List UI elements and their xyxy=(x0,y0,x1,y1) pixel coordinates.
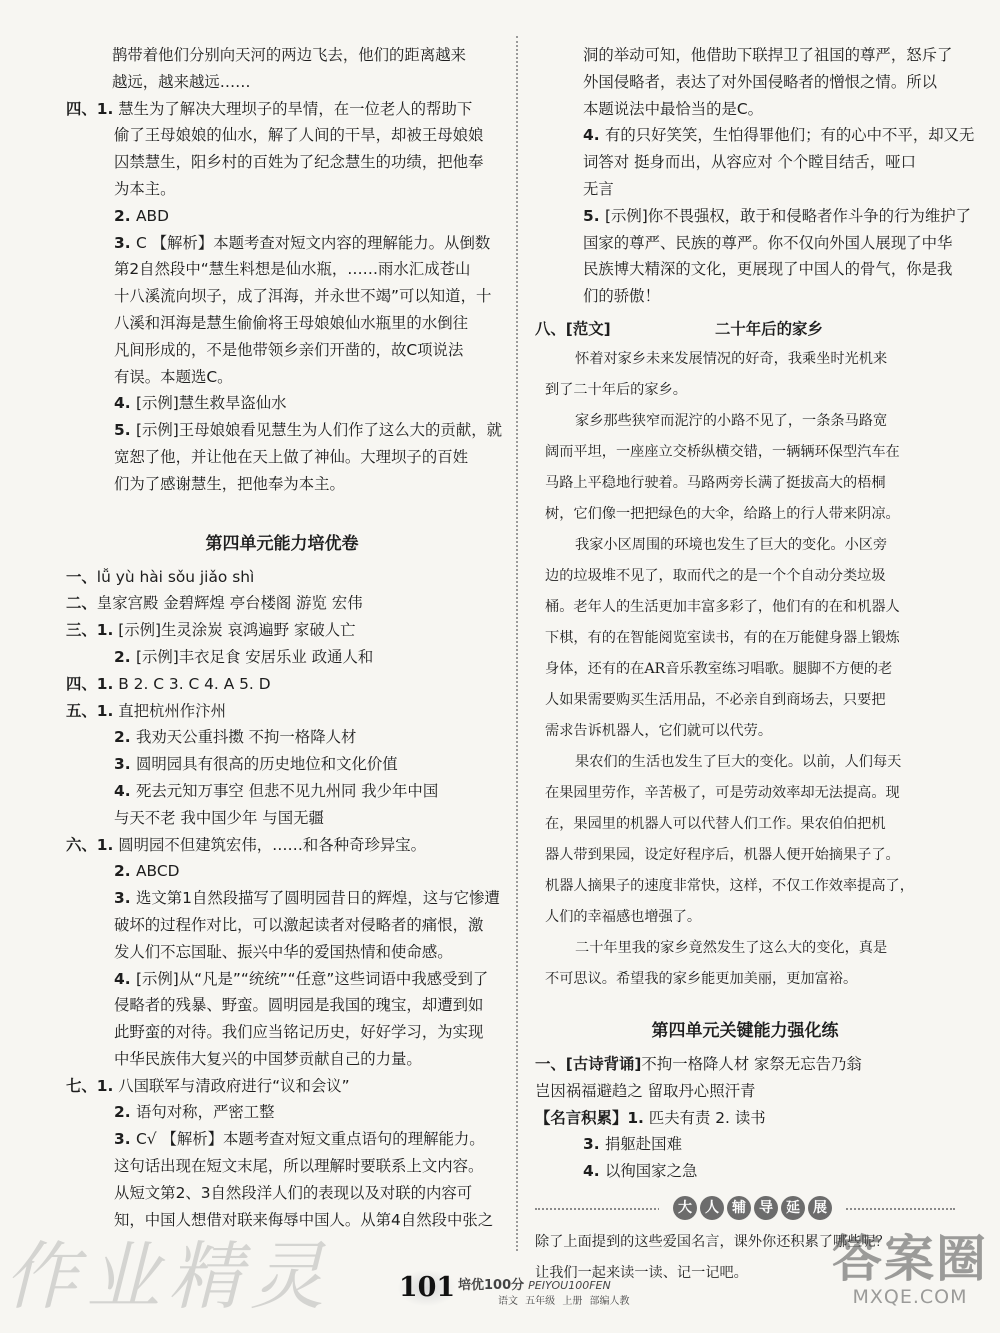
answer-text: 此野蛮的对待。我们应当铭记历史，好好学习，为实现 xyxy=(114,1023,484,1042)
question-number: 4. xyxy=(114,969,131,988)
essay-line: 人如果需要购买生活用品，不必亲自到商场去，只要把 xyxy=(545,691,886,708)
answer-line xyxy=(66,1073,498,1100)
question-number: 【名言积累】1. xyxy=(535,1108,644,1127)
answer-text: 八国联军与清政府进行“议和会议” xyxy=(113,1076,350,1095)
answer-text: 语句对称，严密工整 xyxy=(136,1103,275,1122)
banner-char: 延 xyxy=(781,1196,805,1220)
answer-text: 侵略者的残暴、野蛮。圆明园是我国的瑰宝，却遭到如 xyxy=(114,996,484,1015)
answer-text: 不拘一格降人材 家祭无忘告乃翁 xyxy=(641,1054,862,1073)
page-number: 101 xyxy=(398,1270,456,1306)
answer-line xyxy=(66,283,498,310)
right-column xyxy=(535,42,975,1289)
watermark-right-logo: 答案圈 xyxy=(832,1229,988,1288)
answer-line xyxy=(535,1078,955,1105)
question-number: 4. xyxy=(114,394,131,413)
question-number: 五、1. xyxy=(66,701,114,720)
answer-text: 第2自然段中“慧生料想是仙水瓶，……雨水汇成苍山 xyxy=(114,260,471,279)
answer-text: 们为了感谢慧生，把他奉为本主。 xyxy=(114,474,345,493)
essay-line: 阔而平坦，一座座立交桥纵横交错，一辆辆环保型汽车在 xyxy=(545,443,900,460)
answer-line xyxy=(535,283,955,310)
essay-line: 下棋，有的在智能阅览室读书，有的在万能健身器上锻炼 xyxy=(545,629,900,646)
essay-line: 器人带到果园，设定好程序后，机器人便开始摘果子了。 xyxy=(545,846,900,863)
answer-line xyxy=(66,617,498,644)
answer-text: 宽恕了他，并让他在天上做了神仙。大理坝子的百姓 xyxy=(114,447,468,466)
essay-title: 二十年后的家乡 xyxy=(715,319,823,338)
banner-char: 导 xyxy=(754,1196,778,1220)
answer-text: 捐躯赴国难 xyxy=(605,1135,682,1154)
answer-text: B 2. C 3. C 4. A 5. D xyxy=(113,674,271,693)
question-number: 2. xyxy=(114,862,131,881)
banner-char: 人 xyxy=(700,1196,724,1220)
question-number: 3. xyxy=(114,889,131,908)
answer-text: 选文第1自然段描写了圆明园昔日的辉煌，这与它惨遭 xyxy=(136,889,500,908)
answer-line xyxy=(66,149,498,176)
answer-text: 囚禁慧生，阳乡村的百姓为了纪念慧生的功绩，把他奉 xyxy=(114,153,484,172)
answer-line xyxy=(535,203,971,230)
watermark-left: 作业精灵 xyxy=(4,1234,332,1320)
essay-line: 树，它们像一把把绿色的大伞，给路上的行人带来阴凉。 xyxy=(545,505,900,522)
answer-line xyxy=(66,230,498,257)
answer-text: 知，中国人想借对联来侮辱中国人。从第4自然段中张之 xyxy=(114,1210,494,1229)
answer-line xyxy=(66,966,498,993)
essay-line: 需求告诉机器人，它们就可以代劳。 xyxy=(545,722,773,739)
answer-line xyxy=(535,256,955,283)
answer-line xyxy=(66,256,498,283)
answer-text: 这句话出现在短文末尾，所以理解时要联系上文内容。 xyxy=(114,1157,484,1176)
essay-line: 果农们的生活也发生了巨大的变化。以前，人们每天 xyxy=(575,753,902,770)
question-number: 一、[古诗背诵] xyxy=(535,1054,642,1073)
section-title-unit4-ability: 第四单元能力培优卷 xyxy=(205,533,359,554)
answer-text: 与天不老 我中国少年 与国无疆 xyxy=(114,808,324,827)
answer-line xyxy=(66,417,502,444)
question-number: 一、 xyxy=(66,567,97,586)
essay-line: 怀着对家乡未来发展情况的好奇，我乘坐时光机来 xyxy=(575,350,888,367)
answer-line xyxy=(66,471,498,498)
answer-text: 有的只好笑笑，生怕得罪他们；有的心中不平，却又无 xyxy=(605,126,975,145)
question-number: 3. xyxy=(114,1130,131,1149)
question-number: 四、1. xyxy=(66,674,114,693)
answer-text: 越远，越来越远…… xyxy=(112,72,251,91)
answer-text: 从短文第2、3自然段洋人们的表现以及对联的内容可 xyxy=(114,1183,473,1202)
answer-text: 皇家宫殿 金碧辉煌 亭台楼阁 游览 宏伟 xyxy=(96,594,363,613)
question-number: 七、1. xyxy=(66,1076,114,1095)
answer-text: [示例]生灵涂炭 哀鸿遍野 家破人亡 xyxy=(113,621,356,640)
answer-line xyxy=(66,1180,498,1207)
essay-label: 八、[范文] xyxy=(535,319,611,338)
question-number: 2. xyxy=(114,647,131,666)
question-number: 3. xyxy=(114,233,131,252)
question-number: 三、1. xyxy=(66,621,114,640)
answer-line xyxy=(66,858,498,885)
answer-line xyxy=(66,337,498,364)
answer-text: [示例]从“凡是”“统统”“任意”这些词语中我感受到了 xyxy=(136,969,489,988)
banner-char: 大 xyxy=(673,1196,697,1220)
question-number: 二、 xyxy=(66,594,97,613)
essay-line: 家乡那些狭窄而泥泞的小路不见了，一条条马路宽 xyxy=(575,412,888,429)
banner-char: 辅 xyxy=(727,1196,751,1220)
question-number: 六、1. xyxy=(66,835,114,854)
answer-block-previous xyxy=(66,42,502,498)
answer-text: 发人们不忘国耻、振兴中华的爱国热情和使命感。 xyxy=(114,942,453,961)
answer-text: 凡间形成的，不是他带领乡亲们开凿的，故C项说法 xyxy=(114,340,464,359)
answer-line xyxy=(66,564,498,591)
answer-text: 破坏的过程作对比，可以激起读者对侵略者的痛恨，激 xyxy=(114,915,484,934)
answer-text: 死去元知万事空 但悲不见九州同 我少年中国 xyxy=(136,781,439,800)
answer-line xyxy=(66,364,498,391)
answer-text: 慧生为了解决大理坝子的旱情，在一位老人的帮助下 xyxy=(113,99,473,118)
answer-text: 有误。本题选C。 xyxy=(114,367,233,386)
essay-line: 桶。老年人的生活更加丰富多彩了，他们有的在和机器人 xyxy=(545,598,900,615)
answer-line xyxy=(66,751,498,778)
answer-line xyxy=(66,1046,498,1073)
answer-text: 外国侵略者，表达了对外国侵略者的憎恨之情。所以 xyxy=(583,72,937,91)
banner-char: 展 xyxy=(808,1196,832,1220)
answer-line xyxy=(66,644,498,671)
answer-text: 为本主。 xyxy=(114,179,176,198)
answer-line xyxy=(66,724,498,751)
essay-line: 在，果园里的机器人可以代替人们工作。果农伯伯把机 xyxy=(545,815,886,832)
answer-line xyxy=(66,698,498,725)
question-number: 3. xyxy=(583,1135,600,1154)
book-meta: 语文 五年级 上册 部编人教 xyxy=(498,1296,630,1307)
section-title-unit4-key: 第四单元关键能力强化练 xyxy=(651,1020,839,1041)
answer-text: 匹夫有责 2. 读书 xyxy=(643,1108,766,1127)
essay-line: 人们的幸福感也增强了。 xyxy=(545,908,702,925)
answer-line xyxy=(535,1051,955,1078)
answer-line xyxy=(535,96,955,123)
answer-text: 直把杭州作汴州 xyxy=(113,701,226,720)
essay-line: 不可思议。希望我的家乡能更加美丽，更加富裕。 xyxy=(545,970,858,987)
answer-line xyxy=(66,671,498,698)
answer-text: 洞的举动可知，他借助下联捍卫了祖国的尊严，怒斥了 xyxy=(583,46,953,64)
question-number: 5. xyxy=(583,206,600,225)
question-number: 3. xyxy=(114,755,131,774)
answer-text: ABCD xyxy=(136,862,180,881)
answer-line xyxy=(66,203,498,230)
answer-line xyxy=(535,1158,955,1185)
answer-line xyxy=(66,939,498,966)
answer-text: 偷了王母娘娘的仙水，解了人间的干旱，却被王母娘娘 xyxy=(114,126,484,145)
answer-text: 以徇国家之急 xyxy=(605,1162,698,1181)
answer-line xyxy=(66,1153,498,1180)
answer-line xyxy=(66,832,498,859)
answer-line xyxy=(66,778,498,805)
banner-label xyxy=(659,1193,846,1223)
essay-line: 二十年里我的家乡竟然发生了这么大的变化，真是 xyxy=(575,939,888,956)
answer-line xyxy=(66,69,498,96)
answer-text: [示例]王母娘娘看见慧生为人们作了这么大的贡献，就 xyxy=(136,421,502,440)
question-number: 2. xyxy=(114,1103,131,1122)
answer-text: 无言 xyxy=(583,179,614,198)
answer-text: [示例]丰衣足食 安居乐业 政通人和 xyxy=(136,647,374,666)
answer-text: 十八溪流向坝子，成了洱海，并永世不竭”可以知道，十 xyxy=(114,287,492,306)
answer-line xyxy=(66,1019,498,1046)
answer-line xyxy=(66,96,498,123)
left-column xyxy=(66,42,502,1233)
answer-text: 圆明园不但建筑宏伟，……和各种奇珍异宝。 xyxy=(113,835,427,854)
answer-line xyxy=(66,805,498,832)
answer-line xyxy=(535,230,955,257)
answer-line xyxy=(66,444,498,471)
question-number: 四、1. xyxy=(66,99,114,118)
answer-line xyxy=(66,310,498,337)
question-number: 2. xyxy=(114,728,131,747)
answer-line xyxy=(66,176,498,203)
answer-text: 词答对 挺身而出，从容应对 个个瞠目结舌，哑口 xyxy=(583,153,916,172)
answer-text: 本题说法中最恰当的是C。 xyxy=(583,99,764,118)
watermark-right-url: MXQE.COM xyxy=(852,1286,968,1308)
extension-banner xyxy=(535,1191,955,1227)
essay-heading xyxy=(535,314,955,344)
answer-block-unit4-ability xyxy=(66,564,498,1234)
answer-line xyxy=(66,1099,498,1126)
brand-name xyxy=(458,1274,611,1293)
answer-line xyxy=(535,122,975,149)
answer-line xyxy=(66,1126,498,1153)
question-number: 4. xyxy=(114,781,131,800)
extension-line: 让我们一起来读一读、记一记吧。 xyxy=(535,1264,748,1281)
answer-line xyxy=(66,42,498,69)
answer-text: ABD xyxy=(136,206,169,225)
question-number: 4. xyxy=(583,1162,600,1181)
answer-line xyxy=(535,176,955,203)
answer-text: C 【解析】本题考查对短文内容的理解能力。从倒数 xyxy=(136,233,491,252)
question-number: 4. xyxy=(583,126,600,145)
answer-line xyxy=(535,1131,955,1158)
brand-cn: 培优100分 xyxy=(458,1278,525,1293)
answer-line xyxy=(66,122,498,149)
answer-text: 圆明园具有很高的历史地位和文化价值 xyxy=(136,755,398,774)
essay-line: 边的垃圾堆不见了，取而代之的是一个个自动分类垃圾 xyxy=(545,567,886,584)
essay-line: 到了二十年后的家乡。 xyxy=(545,381,687,398)
answer-text: lǚ yù hài sǒu jiǎo shì xyxy=(96,567,255,586)
answer-text: 岂因祸福避趋之 留取丹心照汗青 xyxy=(535,1081,756,1100)
essay-line: 身体，还有的在AR音乐教室练习唱歌。腿脚不方便的老 xyxy=(545,660,893,677)
answer-text: 鹊带着他们分别向天河的两边飞去，他们的距离越来 xyxy=(112,46,466,64)
essay-line: 机器人摘果子的速度非常快，这样，不仅工作效率提高了， xyxy=(545,877,914,894)
answer-line xyxy=(66,992,498,1019)
answer-text: 民族博大精深的文化，更展现了中国人的骨气，你是我 xyxy=(583,260,953,279)
essay-line: 我家小区周围的环境也发生了巨大的变化。小区旁 xyxy=(575,536,888,553)
question-number: 5. xyxy=(114,421,131,440)
answer-text: C√ 【解析】本题考查对短文重点语句的理解能力。 xyxy=(136,1130,485,1149)
answer-line xyxy=(535,149,955,176)
answer-text: 们的骄傲！ xyxy=(583,287,660,306)
extension-line: 除了上面提到的这些爱国名言，课外你还积累了哪些呢？ xyxy=(535,1233,890,1250)
column-divider xyxy=(516,36,518,1251)
answer-line xyxy=(535,42,955,69)
essay-line: 马路上平稳地行驶着。马路两旁长满了挺拔高大的梧桐 xyxy=(545,474,886,491)
answer-text: [示例]慧生救旱盗仙水 xyxy=(136,394,287,413)
answer-line xyxy=(66,912,498,939)
answer-text: 中华民族伟大复兴的中国梦贡献自己的力量。 xyxy=(114,1049,422,1068)
question-number: 2. xyxy=(114,206,131,225)
essay-line: 在果园里劳作，辛苦极了，可是劳动效率却无法提高。现 xyxy=(545,784,900,801)
answer-line xyxy=(66,390,498,417)
model-essay xyxy=(535,344,955,995)
answer-text: 我劝天公重抖擞 不拘一格降人材 xyxy=(136,728,357,747)
page-footer xyxy=(0,1268,1000,1308)
answer-block-continued xyxy=(535,42,975,310)
answer-block-unit4-key xyxy=(535,1051,955,1185)
answer-line xyxy=(66,590,498,617)
answer-line xyxy=(535,69,955,96)
brand-en: PEIYOU100FEN xyxy=(528,1279,611,1292)
answer-text: [示例]你不畏强权，敢于和侵略者作斗争的行为维护了 xyxy=(605,206,971,225)
answer-text: 八溪和洱海是慧生偷偷将王母娘娘仙水瓶里的水倒往 xyxy=(114,313,468,332)
answer-line xyxy=(66,885,498,912)
answer-line xyxy=(535,1105,955,1132)
answer-text: 国家的尊严、民族的尊严。你不仅向外国人展现了中华 xyxy=(583,233,953,252)
